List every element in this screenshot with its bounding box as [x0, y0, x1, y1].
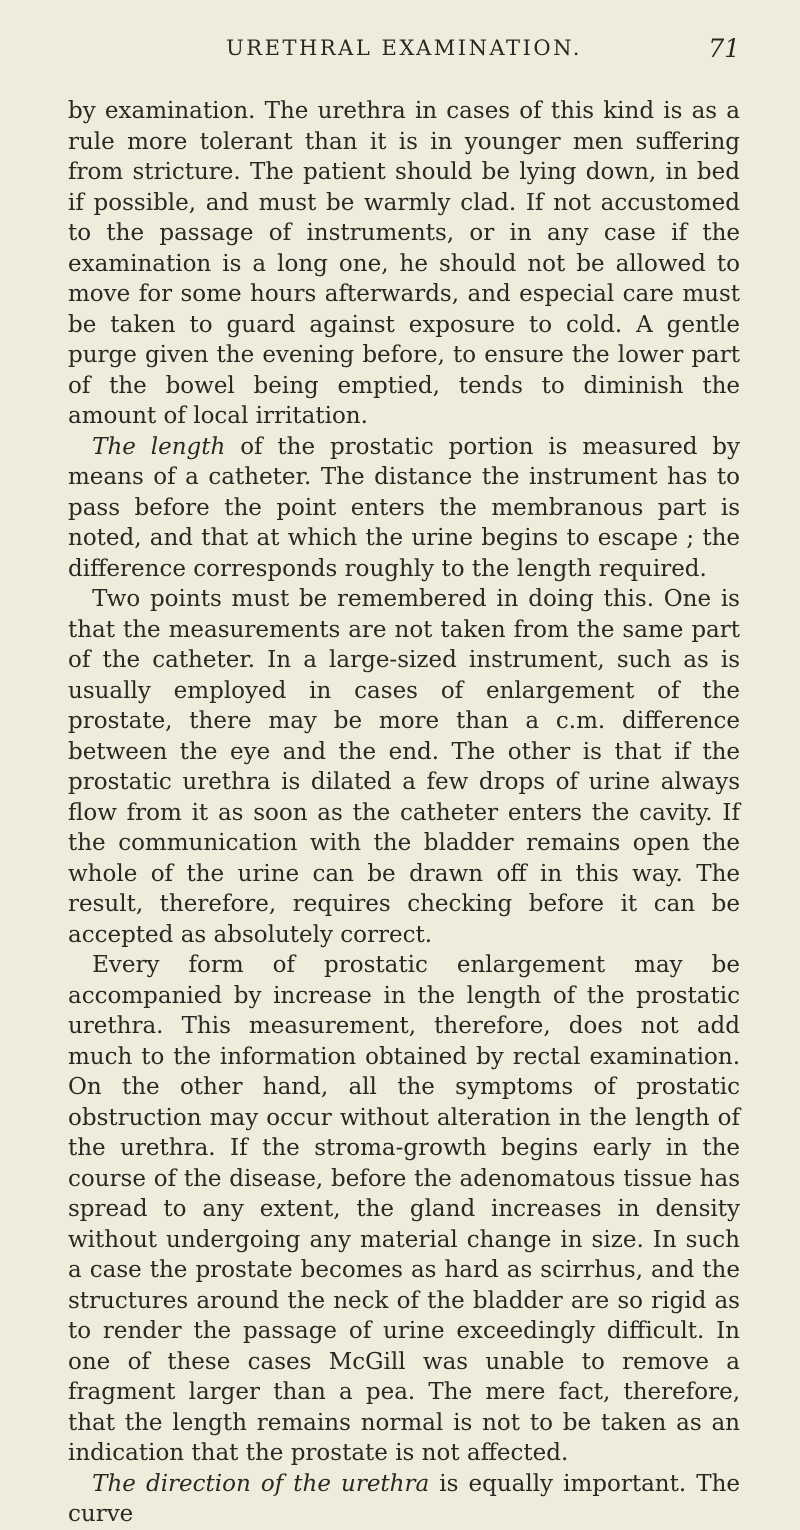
page-number: 71 — [708, 34, 740, 63]
paragraph-3: Two points must be remembered in doing this. One is that the measurements are not taken from the same part of the catheter. In a large-sized instrument, such as is usually employed in cases of enlargement of the prostate, there may be more than a c.m. difference between the eye and the end. The other is that if the prostatic urethra is dilated a few drops of urine always flow from it as soon as the catheter enters the cavity. If the communication with the bladder remains open the whole of the urine can be drawn off in this way. The result, therefore, requires checking before it can be accepted as absolutely correct. — [68, 586, 740, 948]
header-title: URETHRAL EXAMINATION. — [226, 36, 582, 60]
body-text — [68, 96, 740, 1530]
paragraph-5 — [68, 1469, 740, 1530]
paragraph-2-lead: The length — [92, 433, 226, 460]
paragraph-4: Every form of prostatic enlargement may be accompanied by increase in the length of the prostatic urethra. This measurement, therefore, does not add much to the information obtained by rectal examination. On the other hand, all the symptoms of prostatic obstruction may occur without alteration in the length of the urethra. If the stroma-growth begins early in the course of the disease, before the adenomatous tissue has spread to any extent, the gland increases in density without undergoing any material change in size. In such a case the prostate becomes as hard as scirrhus, and the structures around the neck of the bladder are so rigid as to render the passage of urine exceedingly difficult. In one of these cases McGill was unable to remove a fragment larger than a pea. The mere fact, therefore, that the length remains normal is not to be taken as an indication that the prostate is not affected. — [68, 952, 740, 1466]
running-head — [68, 34, 740, 74]
paragraph-2 — [68, 432, 740, 585]
paragraph-5-text: is equally important. The curve — [68, 1470, 740, 1527]
paragraph-1: by examination. The urethra in cases of this kind is as a rule more tolerant than it is in younger men suffering from stricture. The patient should be lying down, in bed if possible, and must be warmly clad. If not accustomed to the passage of instruments, or in any case if the examination is a long one, he should not be allowed to move for some hours afterwards, and especial care must be taken to guard against exposure to cold. A gentle purge given the evening before, to ensure the lower part of the bowel being emptied, tends to diminish the amount of local irritation. — [68, 98, 740, 429]
paragraph-2-text: of the prostatic portion is measured by means of a catheter. The distance the instrument has to pass before the point enters the membranous part is noted, and that at which the urine begins to escape ; the difference corresponds roughly to the length required. — [68, 433, 740, 582]
paragraph-5-lead: The direction of the urethra — [92, 1470, 430, 1497]
